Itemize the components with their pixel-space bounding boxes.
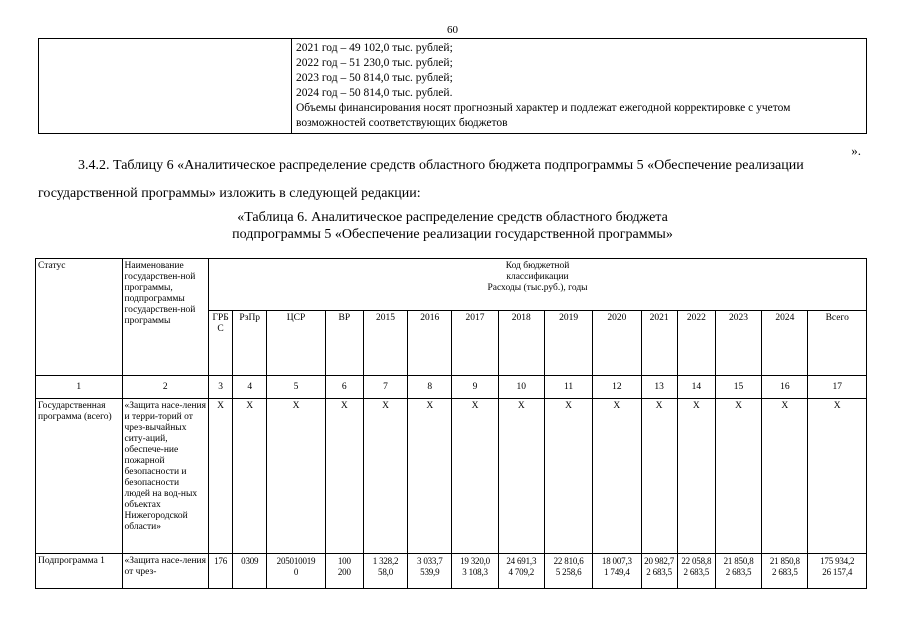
budget-table [35,258,867,589]
header-col: 2015 [363,311,407,376]
cell-value: 539,9 [420,567,440,577]
table-cell: X [209,399,233,554]
table-cell [544,554,592,589]
table-cell [641,554,677,589]
cell-value: 3 033,7 [416,556,443,566]
column-number: 6 [325,376,363,399]
table-cell: X [363,399,407,554]
table-cell [593,554,641,589]
funding-box [38,38,867,134]
table-title-line-2: подпрограммы 5 «Обеспечение реализации государственной программы» [232,227,673,242]
table-cell [715,554,761,589]
cell-value: 21 850,8 [723,556,754,566]
cell-value: 3 108,3 [462,567,488,577]
table-cell: X [544,399,592,554]
cell-value: 20 982,7 [644,556,675,566]
closing-quote: ». [851,143,861,158]
funding-line: 2022 год – 51 230,0 тыс. рублей; [296,57,453,69]
header-col: ВР [325,311,363,376]
header-col: 2017 [452,311,498,376]
table-cell: X [325,399,363,554]
header-name: Наименование государствен-ной программы, подпрограммы государствен-ной программы [122,259,209,376]
table-cell [325,554,363,589]
cell-value: 176 [214,556,228,566]
header-col: 2022 [677,311,715,376]
funding-line: 2024 год – 50 814,0 тыс. рублей. [296,87,453,99]
table-cell [233,554,267,589]
funding-box-empty-cell [39,39,292,134]
column-number-row [36,376,867,399]
header-col: 2020 [593,311,641,376]
column-number: 13 [641,376,677,399]
cell-value: 4 709,2 [508,567,535,577]
header-kbk-line: классификации [506,272,569,282]
paragraph-line-2: государственной программы» изложить в следующей редакции: [38,186,421,201]
header-kbk [209,259,867,311]
column-number: 10 [498,376,544,399]
table-header-row [36,259,867,311]
table-cell: X [408,399,452,554]
column-number: 3 [209,376,233,399]
page-number: 60 [447,24,458,36]
row-name: «Защита насе-ления от чрез- [122,554,209,589]
funding-line: Объемы финансирования носят прогнозный характер и подлежат ежегодной корректировке с учетом [296,102,791,114]
cell-value: 1 328,2 [372,556,399,566]
table-cell [363,554,407,589]
cell-value: 18 007,3 [601,556,632,566]
paragraph-line-1: 3.4.2. Таблицу 6 «Аналитическое распределение средств областного бюджета подпрограммы 5 «Обеспечение реализации [78,158,804,173]
table-title-line-1: «Таблица 6. Аналитическое распределение средств областного бюджета [237,210,668,225]
table-cell: X [267,399,325,554]
table-cell [267,554,325,589]
table-cell: X [808,399,867,554]
table-cell [209,554,233,589]
funding-box-text [292,39,867,134]
row-name: «Защита насе-ления и терри-торий от чрез-вычайных ситу-аций, обеспече-ние пожарной безопасности и безопасности людей на вод-ных объектах Нижегородской области» [122,399,209,554]
header-col: 2023 [715,311,761,376]
cell-value: 5 258,6 [555,567,582,577]
column-number: 11 [544,376,592,399]
table-cell: X [498,399,544,554]
cell-value: 22 058,8 [681,556,712,566]
cell-value: 24 691,3 [506,556,537,566]
column-number: 9 [452,376,498,399]
header-col: 2018 [498,311,544,376]
funding-line: 2023 год – 50 814,0 тыс. рублей; [296,72,453,84]
cell-value: 2 683,5 [772,567,798,577]
table-cell [677,554,715,589]
header-col: Всего [808,311,867,376]
cell-value: 2 683,5 [725,567,752,577]
funding-line: 2021 год – 49 102,0 тыс. рублей; [296,42,453,54]
table-cell [408,554,452,589]
header-col: РзПр [233,311,267,376]
column-number: 14 [677,376,715,399]
table-cell [498,554,544,589]
column-number: 1 [36,376,123,399]
cell-value: 0309 [241,556,259,566]
cell-value: 58,0 [378,567,393,577]
column-number: 15 [715,376,761,399]
funding-line: возможностей соответствующих бюджетов [296,117,508,129]
cell-value: 100 [337,556,351,566]
column-number: 4 [233,376,267,399]
column-number: 16 [762,376,808,399]
table-row [36,554,867,589]
cell-value: 205010019 [276,556,316,566]
table-cell: X [715,399,761,554]
column-number: 17 [808,376,867,399]
row-status: Государственная программа (всего) [36,399,123,554]
header-col: ЦСР [267,311,325,376]
table-cell: X [677,399,715,554]
cell-value: 26 157,4 [822,567,853,577]
column-number: 12 [593,376,641,399]
column-number: 7 [363,376,407,399]
cell-value: 1 749,4 [604,567,630,577]
table-cell: X [641,399,677,554]
cell-value: 19 320,0 [460,556,490,566]
header-col: ГРБ С [209,311,233,376]
cell-value: 200 [337,567,351,577]
table-cell [452,554,498,589]
header-kbk-line: Расходы (тыс.руб.), годы [487,283,588,293]
header-col: 2021 [641,311,677,376]
header-col: 2019 [544,311,592,376]
table-cell: X [593,399,641,554]
cell-value: 0 [293,567,299,577]
row-status: Подпрограмма 1 [36,554,123,589]
header-col: 2024 [762,311,808,376]
cell-value: 175 934,2 [820,556,855,566]
column-number: 8 [408,376,452,399]
cell-value: 2 683,5 [683,567,710,577]
table-row [36,399,867,554]
table-cell [808,554,867,589]
header-col: 2016 [408,311,452,376]
cell-value: 2 683,5 [646,567,672,577]
table-cell: X [762,399,808,554]
table-cell: X [452,399,498,554]
column-number: 2 [122,376,209,399]
table-cell: X [233,399,267,554]
header-status: Статус [36,259,123,376]
header-kbk-line: Код бюджетной [505,261,570,271]
table-cell [762,554,808,589]
column-number: 5 [267,376,325,399]
cell-value: 21 850,8 [769,556,800,566]
cell-value: 22 810,6 [553,556,584,566]
